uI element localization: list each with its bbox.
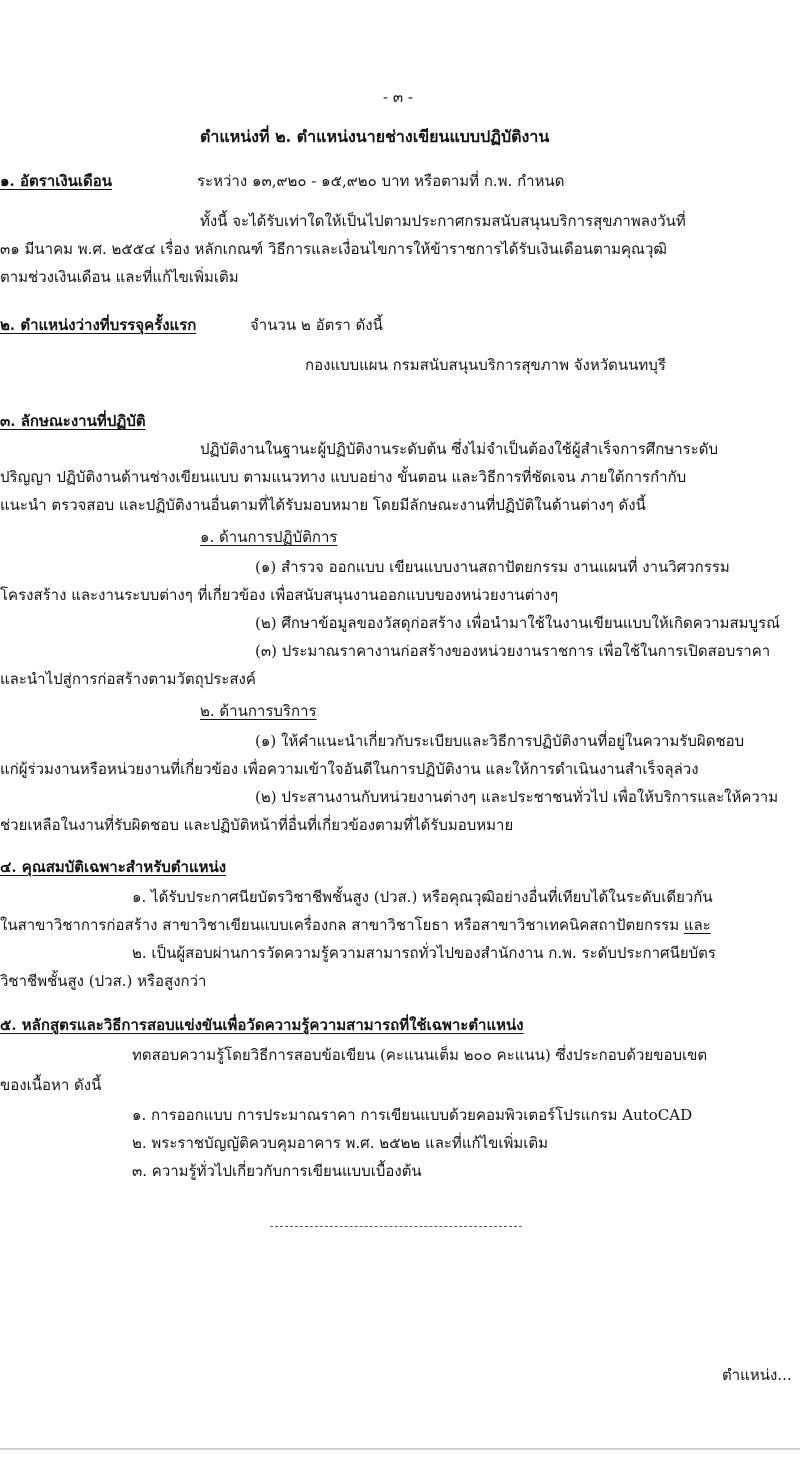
vacancy-count: จำนวน ๒ อัตรา ดังนี้ [250, 316, 383, 334]
duties-intro-line-3: แนะนำ ตรวจสอบ และปฏิบัติงานอื่นตามที่ได้รับมอบหมาย โดยมีลักษณะงานที่ปฏิบัติในด้านต่างๆ ดังนี้ [0, 496, 646, 514]
service-heading: ๒. ด้านการบริการ [200, 702, 317, 720]
exam-intro-line-2: ของเนื้อหา ดังนี้ [0, 1076, 102, 1094]
qualification-2-line-2: วิชาชีพชั้นสูง (ปวส.) หรือสูงกว่า [0, 972, 207, 990]
operations-item-1-line-1: (๑) สำรวจ ออกแบบ เขียนแบบงานสถาปัตยกรรม งานแผนที่ งานวิศวกรรม [255, 558, 730, 576]
operations-item-2: (๒) ศึกษาข้อมูลของวัสดุก่อสร้าง เพื่อนำมาใช้ในงานเขียนแบบให้เกิดความสมบูรณ์ [255, 614, 781, 632]
qualification-1-fields: ในสาขาวิชาการก่อสร้าง สาขาวิชาเขียนแบบเครื่องกล สาขาวิชาโยธา หรือสาขาวิชาเทคนิคสถาปัตยกรรม [0, 916, 680, 934]
section-5-heading: ๕. หลักสูตรและวิธีการสอบแข่งขันเพื่อวัดความรู้ความสามารถที่ใช้เฉพาะตำแหน่ง [0, 1016, 524, 1034]
duties-intro-line-2: ปริญญา ปฏิบัติงานด้านช่างเขียนแบบ ตามแนวทาง แบบอย่าง ขั้นตอน และวิธีการที่ชัดเจน ภายใต้การกำกับ [0, 468, 687, 486]
page-number: - ๓ - [383, 88, 413, 106]
separator-rule [270, 1226, 522, 1227]
service-item-2-line-2: ช่วยเหลือในงานที่รับผิดชอบ และปฏิบัติหน้าที่อื่นที่เกี่ยวข้องตามที่ได้รับมอบหมาย [0, 816, 514, 834]
qualification-and: และ [683, 916, 711, 934]
service-item-1-line-1: (๑) ให้คำแนะนำเกี่ยวกับระเบียบและวิธีการปฏิบัติงานที่อยู่ในความรับผิดชอบ [255, 732, 745, 750]
salary-note-line-3: ตามช่วงเงินเดือน และที่แก้ไขเพิ่มเติม [0, 268, 239, 286]
section-4-heading: ๔. คุณสมบัติเฉพาะสำหรับตำแหน่ง [0, 858, 227, 876]
qualification-1-line-2 [0, 915, 711, 935]
service-item-1-line-2: แก่ผู้ร่วมงานหรือหน่วยงานที่เกี่ยวข้อง เพื่อความเข้าใจอันดีในการปฏิบัติงาน และให้การดำเนินงานสำเร็จลุล่วง [0, 760, 699, 778]
exam-topic-1: ๑. การออกแบบ การประมาณราคา การเขียนแบบด้วยคอมพิวเตอร์โปรแกรม AutoCAD [132, 1106, 693, 1124]
salary-note-line-1: ทั้งนี้ จะได้รับเท่าใดให้เป็นไปตามประกาศกรมสนับสนุนบริการสุขภาพลงวันที่ [200, 212, 686, 230]
qualification-2-line-1: ๒. เป็นผู้สอบผ่านการวัดความรู้ความสามารถทั่วไปของสำนักงาน ก.พ. ระดับประกาศนียบัตร [132, 944, 716, 962]
duties-intro-line-1: ปฏิบัติงานในฐานะผู้ปฏิบัติงานระดับต้น ซึ่งไม่จำเป็นต้องใช้ผู้สำเร็จการศึกษาระดับ [200, 440, 719, 458]
exam-intro-line-1: ทดสอบความรู้โดยวิธีการสอบข้อเขียน (คะแนนเต็ม ๒๐๐ คะแนน) ซึ่งประกอบด้วยขอบเขต [132, 1046, 708, 1064]
exam-topic-2: ๒. พระราชบัญญัติควบคุมอาคาร พ.ศ. ๒๕๒๒ และที่แก้ไขเพิ่มเติม [132, 1134, 549, 1152]
document-title: ตำแหน่งที่ ๒. ตำแหน่งนายช่างเขียนแบบปฏิบัติงาน [200, 127, 550, 146]
salary-note-line-2: ๓๑ มีนาคม พ.ศ. ๒๕๕๔ เรื่อง หลักเกณฑ์ วิธีการและเงื่อนไขการให้ข้าราชการได้รับเงินเดือนตามคุณวุฒิ [0, 240, 667, 258]
operations-item-3-line-2: และนำไปสู่การก่อสร้างตามวัตถุประสงค์ [0, 670, 256, 688]
continuation-text: ตำแหน่ง... [722, 1366, 792, 1384]
section-2-heading: ๒. ตำแหน่งว่างที่บรรจุครั้งแรก [0, 316, 197, 334]
service-item-2-line-1: (๒) ประสานงานกับหน่วยงานต่างๆ และประชาชนทั่วไป เพื่อให้บริการและให้ความ [255, 788, 779, 806]
section-3-heading: ๓. ลักษณะงานที่ปฏิบัติ [0, 412, 146, 430]
page-bottom-line [0, 1448, 800, 1450]
vacancy-unit: กองแบบแผน กรมสนับสนุนบริการสุขภาพ จังหวัดนนทบุรี [305, 356, 666, 374]
operations-item-3-line-1: (๓) ประมาณราคางานก่อสร้างของหน่วยงานราชการ เพื่อใช้ในการเปิดสอบราคา [255, 642, 771, 660]
operations-heading: ๑. ด้านการปฏิบัติการ [200, 528, 338, 546]
qualification-1-line-1: ๑. ได้รับประกาศนียบัตรวิชาชีพชั้นสูง (ปวส.) หรือคุณวุฒิอย่างอื่นที่เทียบได้ในระดับเดียวกัน [132, 888, 713, 906]
exam-topic-3: ๓. ความรู้ทั่วไปเกี่ยวกับการเขียนแบบเบื้องต้น [132, 1162, 422, 1180]
salary-rate: ระหว่าง ๑๓,๙๒๐ - ๑๕,๙๒๐ บาท หรือตามที่ ก.พ. กำหนด [197, 172, 565, 190]
section-1-heading: ๑. อัตราเงินเดือน [0, 172, 113, 190]
operations-item-1-line-2: โครงสร้าง และงานระบบต่างๆ ที่เกี่ยวข้อง เพื่อสนับสนุนงานออกแบบของหน่วยงานต่างๆ [0, 586, 559, 604]
